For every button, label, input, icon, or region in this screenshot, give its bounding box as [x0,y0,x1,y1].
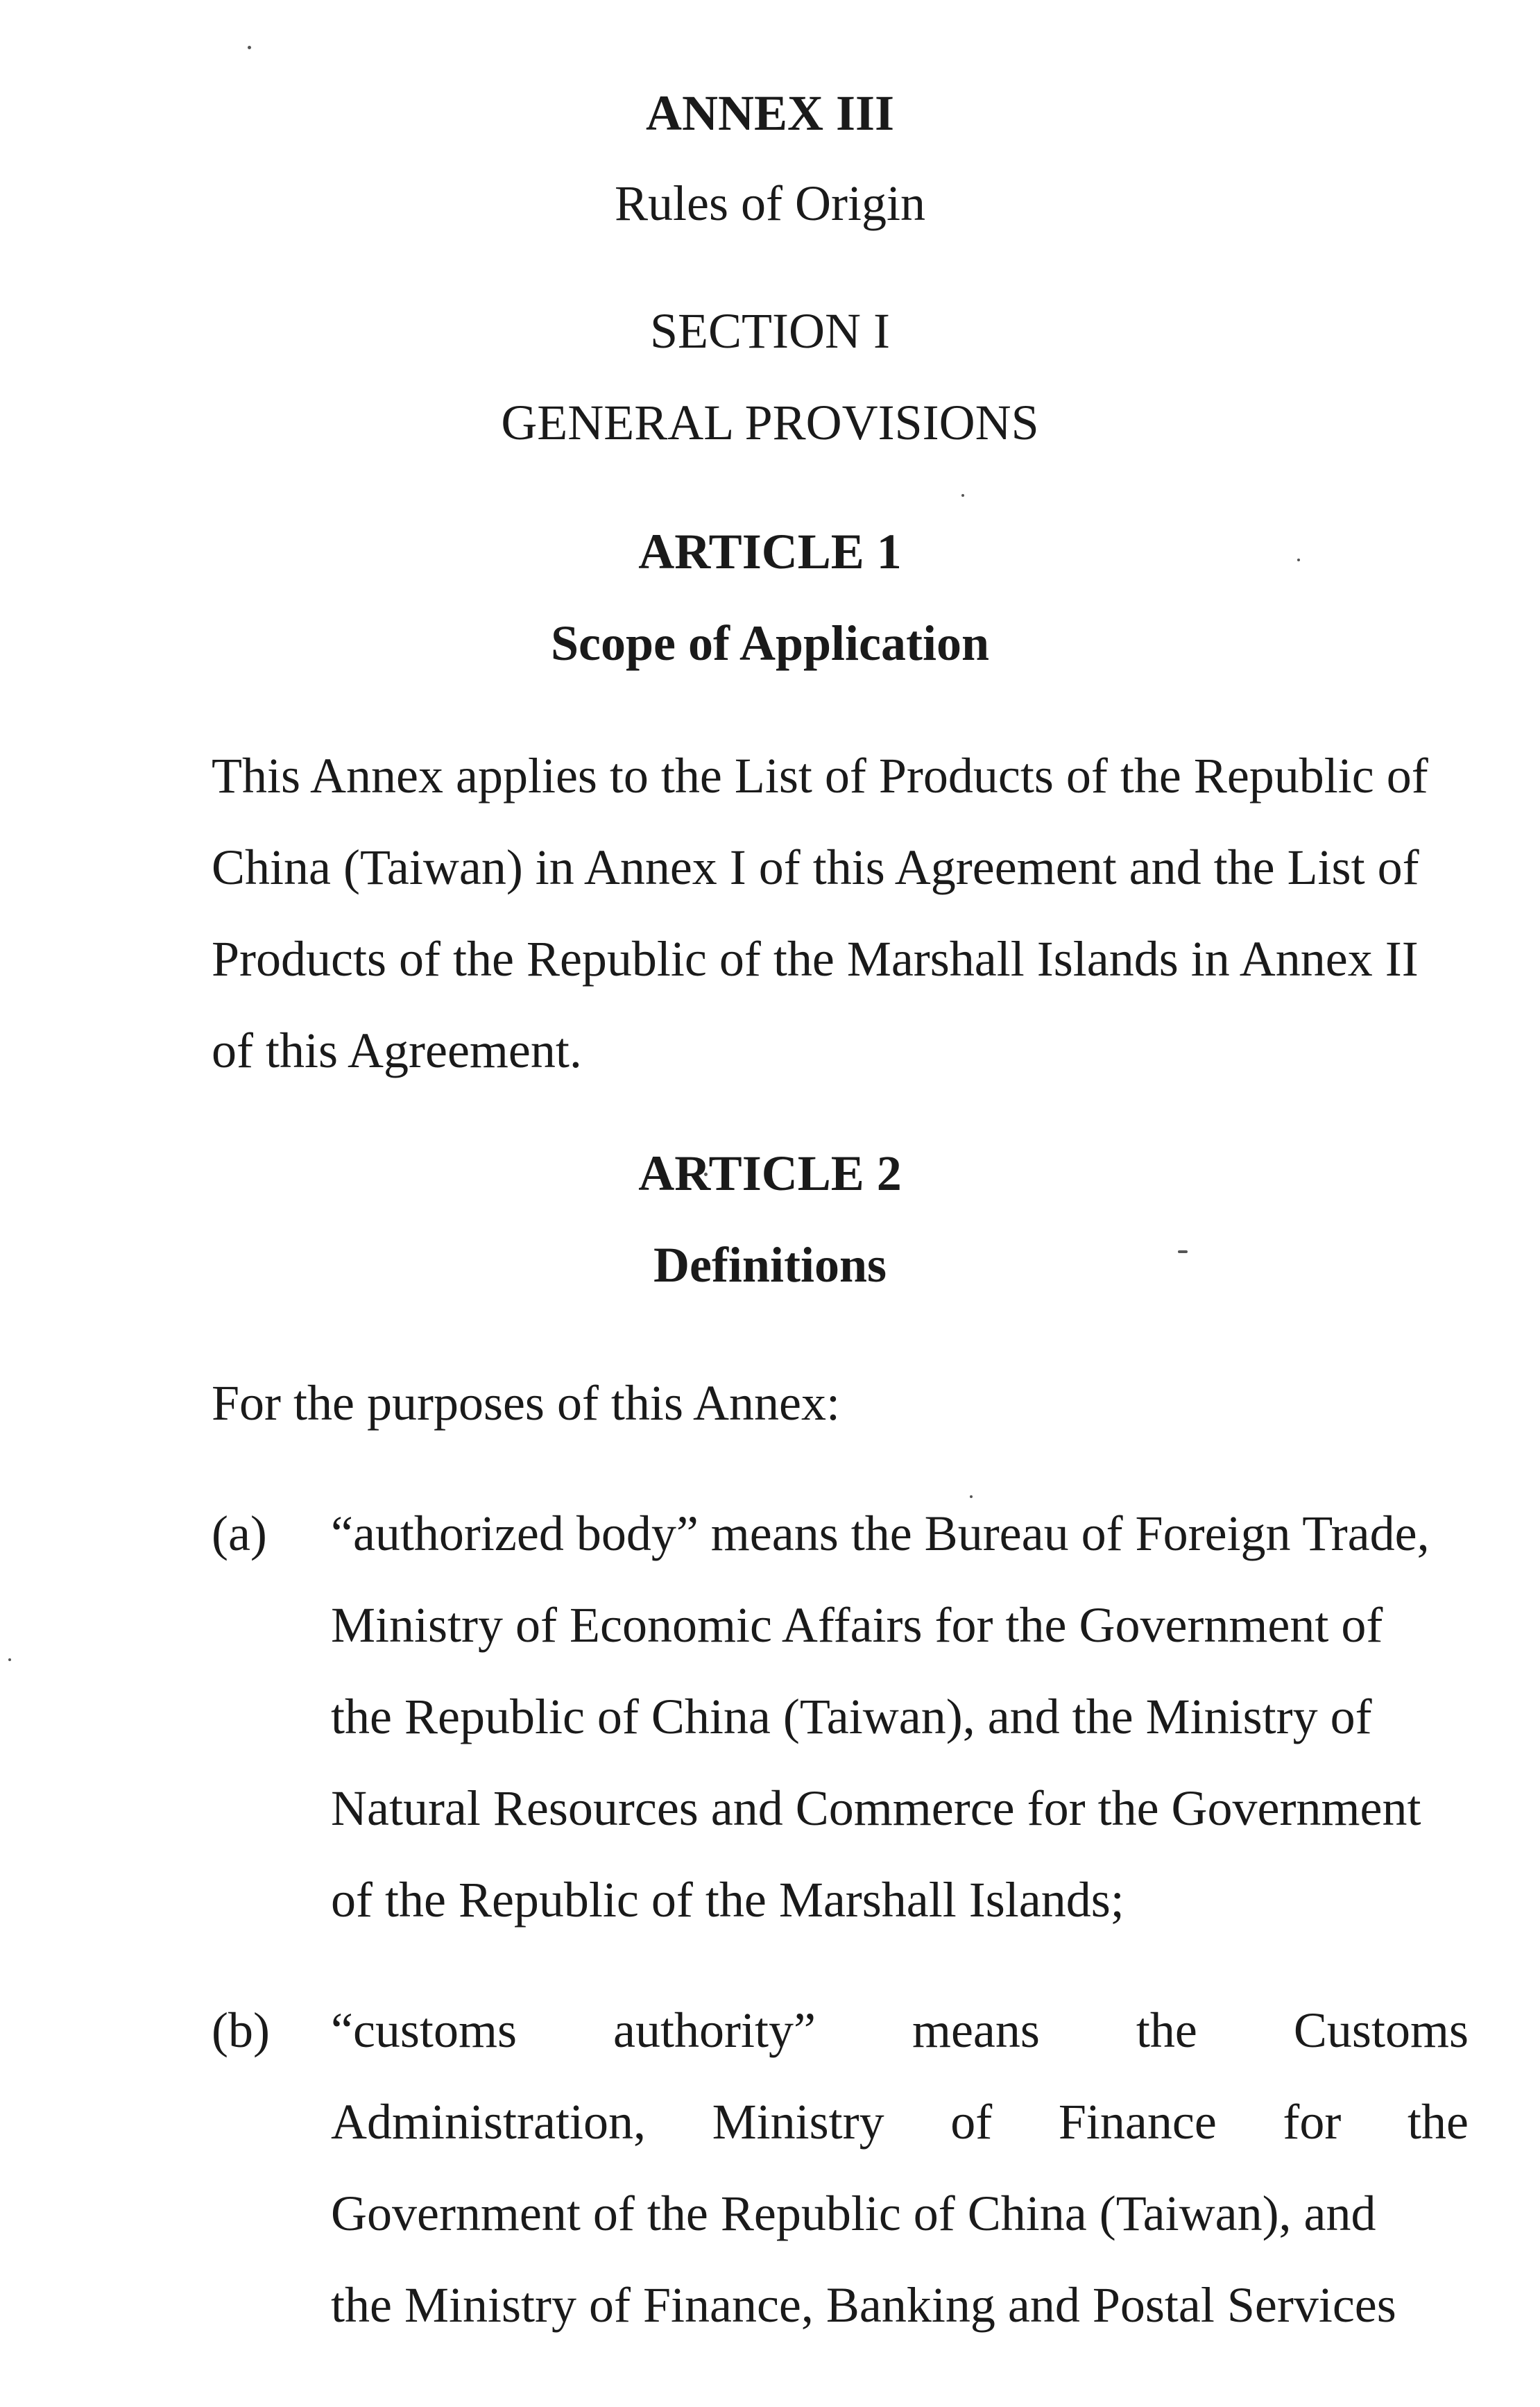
definition-a-line: of the Republic of the Marshall Islands; [331,1872,1124,1928]
word: authority” [613,2002,816,2058]
article-1-subtitle: Scope of Application [550,615,990,671]
article-1-line: Products of the Republic of the Marshall Islands in Annex II [212,931,1419,987]
article-2-subtitle: Definitions [653,1237,887,1293]
definition-b-line-1 [331,1984,1469,2076]
scan-speck [961,494,964,497]
definition-a-line: Natural Resources and Commerce for the Government [331,1780,1421,1836]
word: Customs [1293,2002,1469,2058]
definition-b-line-2 [331,2076,1469,2168]
article-2-title: ARTICLE 2 [638,1146,902,1201]
article-1-line: of this Agreement. [212,1023,582,1078]
word: “customs [331,2002,517,2058]
definition-b-label: (b) [212,2002,270,2058]
article-1-line: This Annex applies to the List of Products of the Republic of [212,748,1428,803]
word: Administration, [331,2094,646,2150]
annex-title: ANNEX III [645,85,895,141]
word: the [1136,2002,1197,2058]
definition-a-line: the Republic of China (Taiwan), and the Ministry of [331,1689,1372,1744]
section-subtitle: GENERAL PROVISIONS [501,395,1039,450]
definition-b-line: Government of the Republic of China (Taiwan), and [331,2186,1376,2241]
definition-a-line: Ministry of Economic Affairs for the Government of [331,1597,1383,1653]
definition-a-label: (a) [212,1506,267,1561]
word: the [1408,2094,1469,2150]
article-2-intro: For the purposes of this Annex: [212,1375,840,1431]
definition-a-line: “authorized body” means the Bureau of Foreign Trade, [331,1506,1430,1561]
definition-b-text [331,1984,1469,2351]
word: Finance [1058,2094,1217,2150]
definition-b-line: the Ministry of Finance, Banking and Postal Services [331,2277,1396,2333]
section-title: SECTION I [650,303,890,359]
word: Ministry [712,2094,884,2150]
word: of [950,2094,993,2150]
article-1-title: ARTICLE 1 [638,524,902,579]
article-1-line: China (Taiwan) in Annex I of this Agreement and the List of [212,840,1419,895]
scan-speck [248,46,251,49]
word: for [1283,2094,1342,2150]
scan-speck [8,1658,11,1661]
article-1-body [212,730,1469,1096]
definition-a-text [331,1488,1469,1946]
annex-subtitle: Rules of Origin [615,176,925,231]
word: means [912,2002,1040,2058]
